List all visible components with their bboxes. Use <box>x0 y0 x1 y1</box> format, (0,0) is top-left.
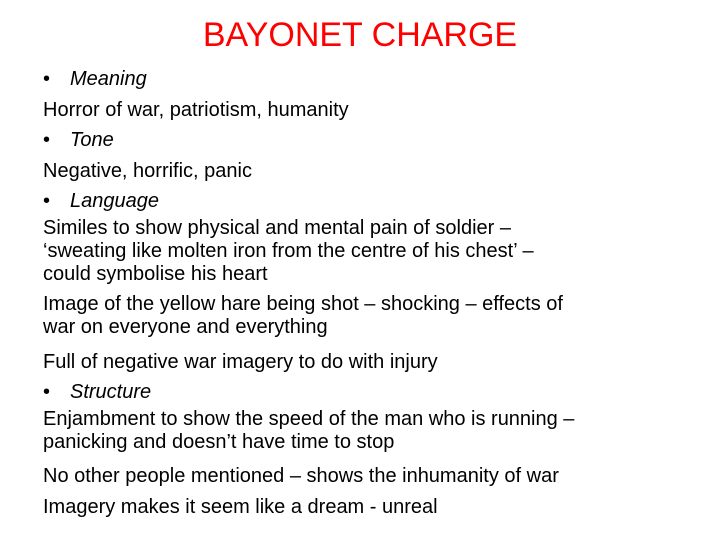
text-line: Similes to show physical and mental pain of soldier – <box>43 216 512 239</box>
bullet-tone <box>43 125 675 156</box>
bullet-language <box>43 186 675 217</box>
structure-paragraph-enjambment <box>43 408 675 454</box>
text-line: Image of the yellow hare being shot – shocking – effects of <box>43 293 563 315</box>
language-paragraph-hare <box>43 293 675 339</box>
bullet-label-tone: Tone <box>70 129 114 151</box>
text-line: ‘sweating like molten iron from the centre of his chest’ – <box>43 239 534 262</box>
language-paragraph-imagery: Full of negative war imagery to do with injury <box>43 350 438 373</box>
bullet-icon: • <box>43 190 51 212</box>
tone-text: Negative, horrific, panic <box>43 159 252 182</box>
structure-paragraph-inhumanity: No other people mentioned – shows the inhumanity of war <box>43 465 559 487</box>
text-line: war on everyone and everything <box>43 316 328 338</box>
text-line: Enjambment to show the speed of the man who is running – <box>43 407 575 430</box>
structure-paragraph-dream: Imagery makes it seem like a dream - unreal <box>43 495 438 518</box>
bullet-meaning <box>43 64 675 95</box>
slide-body <box>43 64 675 522</box>
text-line: panicking and doesn’t have time to stop <box>43 430 395 453</box>
language-paragraph-similes <box>43 217 675 286</box>
slide-title: BAYONET CHARGE <box>202 16 518 54</box>
bullet-label-language: Language <box>70 190 159 212</box>
text-line: could symbolise his heart <box>43 262 268 285</box>
bullet-label-meaning: Meaning <box>70 68 147 90</box>
bullet-icon: • <box>43 68 51 90</box>
bullet-label-structure: Structure <box>70 381 152 403</box>
bullet-structure <box>43 377 675 408</box>
meaning-text: Horror of war, patriotism, humanity <box>43 98 349 121</box>
bullet-icon: • <box>43 381 51 403</box>
bullet-icon: • <box>43 129 51 151</box>
